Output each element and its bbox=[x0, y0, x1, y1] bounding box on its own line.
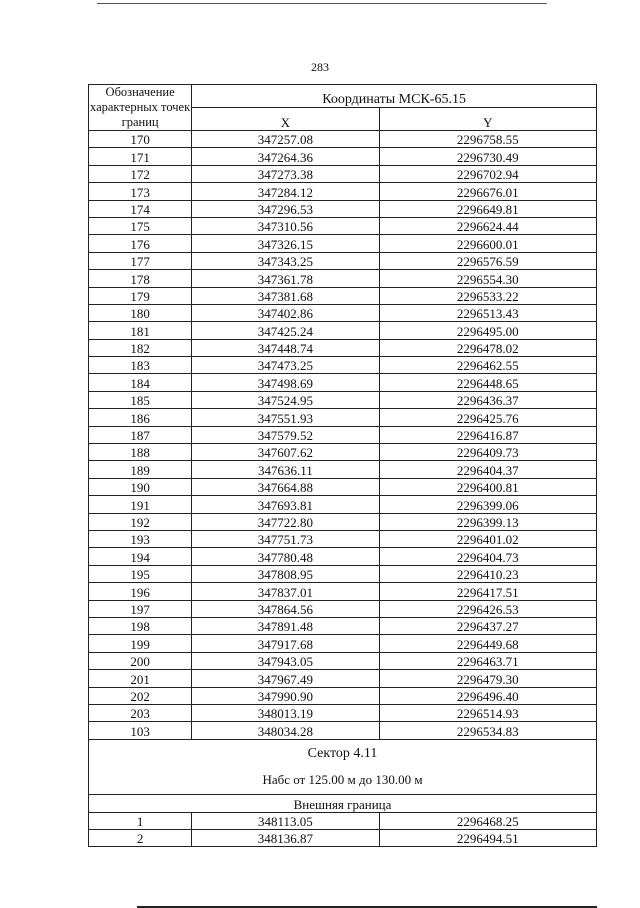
y-cell: 2296600.01 bbox=[379, 235, 596, 252]
y-cell: 2296449.68 bbox=[379, 635, 596, 652]
table-row bbox=[89, 830, 597, 847]
table-row bbox=[89, 444, 597, 461]
coordinates-header: Координаты МСК-65.15 bbox=[192, 85, 597, 108]
point-cell: 183 bbox=[89, 357, 192, 374]
table-row bbox=[89, 722, 597, 739]
x-cell: 347607.62 bbox=[192, 444, 379, 461]
table-row bbox=[89, 496, 597, 513]
point-cell: 189 bbox=[89, 461, 192, 478]
point-cell: 180 bbox=[89, 304, 192, 321]
sector-coordinate-rows bbox=[89, 812, 597, 847]
y-cell: 2296448.65 bbox=[379, 374, 596, 391]
y-cell: 2296416.87 bbox=[379, 426, 596, 443]
table-row bbox=[89, 583, 597, 600]
y-cell: 2296554.30 bbox=[379, 270, 596, 287]
point-cell: 203 bbox=[89, 704, 192, 721]
x-cell: 347425.24 bbox=[192, 322, 379, 339]
coordinate-rows bbox=[89, 131, 597, 740]
x-cell: 348136.87 bbox=[192, 830, 379, 847]
point-cell: 194 bbox=[89, 548, 192, 565]
boundary-heading: Внешняя граница bbox=[89, 794, 597, 812]
table-row bbox=[89, 704, 597, 721]
y-cell: 2296576.59 bbox=[379, 252, 596, 269]
table-row bbox=[89, 339, 597, 356]
table-row bbox=[89, 600, 597, 617]
x-cell: 347891.48 bbox=[192, 617, 379, 634]
y-cell: 2296436.37 bbox=[379, 391, 596, 408]
x-cell: 347780.48 bbox=[192, 548, 379, 565]
point-cell: 202 bbox=[89, 687, 192, 704]
y-cell: 2296462.55 bbox=[379, 357, 596, 374]
table-row bbox=[89, 322, 597, 339]
table-row bbox=[89, 304, 597, 321]
y-cell: 2296404.73 bbox=[379, 548, 596, 565]
table-row bbox=[89, 565, 597, 582]
x-cell: 347257.08 bbox=[192, 131, 379, 148]
point-cell: 178 bbox=[89, 270, 192, 287]
point-cell: 1 bbox=[89, 812, 192, 829]
y-cell: 2296404.37 bbox=[379, 461, 596, 478]
y-cell: 2296533.22 bbox=[379, 287, 596, 304]
point-cell: 200 bbox=[89, 652, 192, 669]
table-row bbox=[89, 530, 597, 547]
table-row bbox=[89, 617, 597, 634]
x-cell: 347579.52 bbox=[192, 426, 379, 443]
sector-title: Сектор 4.11 bbox=[307, 745, 378, 761]
point-cell: 170 bbox=[89, 131, 192, 148]
y-cell: 2296399.06 bbox=[379, 496, 596, 513]
x-cell: 347473.25 bbox=[192, 357, 379, 374]
table-row bbox=[89, 391, 597, 408]
x-column-header: X bbox=[192, 108, 379, 131]
y-cell: 2296730.49 bbox=[379, 148, 596, 165]
point-cell: 196 bbox=[89, 583, 192, 600]
y-cell: 2296758.55 bbox=[379, 131, 596, 148]
point-cell: 190 bbox=[89, 478, 192, 495]
table-row bbox=[89, 148, 597, 165]
x-cell: 347693.81 bbox=[192, 496, 379, 513]
x-cell: 347864.56 bbox=[192, 600, 379, 617]
point-cell: 201 bbox=[89, 670, 192, 687]
y-cell: 2296410.23 bbox=[379, 565, 596, 582]
table-row bbox=[89, 513, 597, 530]
x-cell: 347664.88 bbox=[192, 478, 379, 495]
x-cell: 347326.15 bbox=[192, 235, 379, 252]
table-row bbox=[89, 548, 597, 565]
table-row bbox=[89, 687, 597, 704]
x-cell: 348013.19 bbox=[192, 704, 379, 721]
y-cell: 2296468.25 bbox=[379, 812, 596, 829]
table-row bbox=[89, 165, 597, 182]
table-row bbox=[89, 374, 597, 391]
y-cell: 2296425.76 bbox=[379, 409, 596, 426]
y-cell: 2296649.81 bbox=[379, 200, 596, 217]
point-cell: 187 bbox=[89, 426, 192, 443]
y-cell: 2296513.43 bbox=[379, 304, 596, 321]
point-cell: 176 bbox=[89, 235, 192, 252]
table-row bbox=[89, 812, 597, 829]
point-cell: 198 bbox=[89, 617, 192, 634]
y-cell: 2296494.51 bbox=[379, 830, 596, 847]
table-row bbox=[89, 131, 597, 148]
point-cell: 172 bbox=[89, 165, 192, 182]
x-cell: 347343.25 bbox=[192, 252, 379, 269]
y-cell: 2296463.71 bbox=[379, 652, 596, 669]
x-cell: 347310.56 bbox=[192, 217, 379, 234]
point-cell: 184 bbox=[89, 374, 192, 391]
y-cell: 2296437.27 bbox=[379, 617, 596, 634]
x-cell: 347284.12 bbox=[192, 183, 379, 200]
x-cell: 348113.05 bbox=[192, 812, 379, 829]
table-row bbox=[89, 200, 597, 217]
sector-height-range: Набс от 125.00 м до 130.00 м bbox=[262, 771, 423, 787]
x-cell: 347917.68 bbox=[192, 635, 379, 652]
x-cell: 347381.68 bbox=[192, 287, 379, 304]
point-cell: 197 bbox=[89, 600, 192, 617]
point-cell: 193 bbox=[89, 530, 192, 547]
x-cell: 347943.05 bbox=[192, 652, 379, 669]
x-cell: 348034.28 bbox=[192, 722, 379, 739]
y-cell: 2296478.02 bbox=[379, 339, 596, 356]
table-row bbox=[89, 670, 597, 687]
y-cell: 2296496.40 bbox=[379, 687, 596, 704]
y-cell: 2296624.44 bbox=[379, 217, 596, 234]
table-row bbox=[89, 478, 597, 495]
y-cell: 2296479.30 bbox=[379, 670, 596, 687]
point-cell: 179 bbox=[89, 287, 192, 304]
point-cell: 174 bbox=[89, 200, 192, 217]
y-cell: 2296400.81 bbox=[379, 478, 596, 495]
y-cell: 2296401.02 bbox=[379, 530, 596, 547]
table-row bbox=[89, 252, 597, 269]
x-cell: 347837.01 bbox=[192, 583, 379, 600]
x-cell: 347264.36 bbox=[192, 148, 379, 165]
table-row bbox=[89, 235, 597, 252]
y-cell: 2296417.51 bbox=[379, 583, 596, 600]
point-cell: 173 bbox=[89, 183, 192, 200]
x-cell: 347296.53 bbox=[192, 200, 379, 217]
x-cell: 347990.90 bbox=[192, 687, 379, 704]
point-cell: 195 bbox=[89, 565, 192, 582]
sector-heading bbox=[89, 739, 597, 794]
table-row bbox=[89, 635, 597, 652]
point-cell: 177 bbox=[89, 252, 192, 269]
x-cell: 347967.49 bbox=[192, 670, 379, 687]
table-row bbox=[89, 426, 597, 443]
table-row bbox=[89, 217, 597, 234]
y-cell: 2296702.94 bbox=[379, 165, 596, 182]
y-cell: 2296534.83 bbox=[379, 722, 596, 739]
x-cell: 347551.93 bbox=[192, 409, 379, 426]
table-row bbox=[89, 461, 597, 478]
point-cell: 2 bbox=[89, 830, 192, 847]
top-rule bbox=[97, 3, 547, 4]
page-number: 283 bbox=[311, 60, 329, 74]
x-cell: 347636.11 bbox=[192, 461, 379, 478]
table-row bbox=[89, 287, 597, 304]
x-cell: 347402.86 bbox=[192, 304, 379, 321]
y-cell: 2296495.00 bbox=[379, 322, 596, 339]
y-cell: 2296409.73 bbox=[379, 444, 596, 461]
point-cell: 192 bbox=[89, 513, 192, 530]
y-cell: 2296399.13 bbox=[379, 513, 596, 530]
x-cell: 347722.80 bbox=[192, 513, 379, 530]
table-row bbox=[89, 270, 597, 287]
y-column-header: Y bbox=[379, 108, 596, 131]
y-cell: 2296676.01 bbox=[379, 183, 596, 200]
point-cell: 182 bbox=[89, 339, 192, 356]
point-cell: 175 bbox=[89, 217, 192, 234]
x-cell: 347448.74 bbox=[192, 339, 379, 356]
table-row bbox=[89, 183, 597, 200]
x-cell: 347808.95 bbox=[192, 565, 379, 582]
point-cell: 185 bbox=[89, 391, 192, 408]
y-cell: 2296426.53 bbox=[379, 600, 596, 617]
x-cell: 347524.95 bbox=[192, 391, 379, 408]
point-cell: 186 bbox=[89, 409, 192, 426]
table-row bbox=[89, 652, 597, 669]
x-cell: 347751.73 bbox=[192, 530, 379, 547]
point-cell: 103 bbox=[89, 722, 192, 739]
point-cell: 181 bbox=[89, 322, 192, 339]
x-cell: 347361.78 bbox=[192, 270, 379, 287]
y-cell: 2296514.93 bbox=[379, 704, 596, 721]
point-cell: 171 bbox=[89, 148, 192, 165]
coordinates-table bbox=[88, 84, 597, 847]
table-row bbox=[89, 409, 597, 426]
point-cell: 188 bbox=[89, 444, 192, 461]
point-cell: 199 bbox=[89, 635, 192, 652]
x-cell: 347498.69 bbox=[192, 374, 379, 391]
point-cell: 191 bbox=[89, 496, 192, 513]
table-row bbox=[89, 357, 597, 374]
point-column-header: Обозначение характерных точек границ bbox=[89, 85, 191, 129]
x-cell: 347273.38 bbox=[192, 165, 379, 182]
